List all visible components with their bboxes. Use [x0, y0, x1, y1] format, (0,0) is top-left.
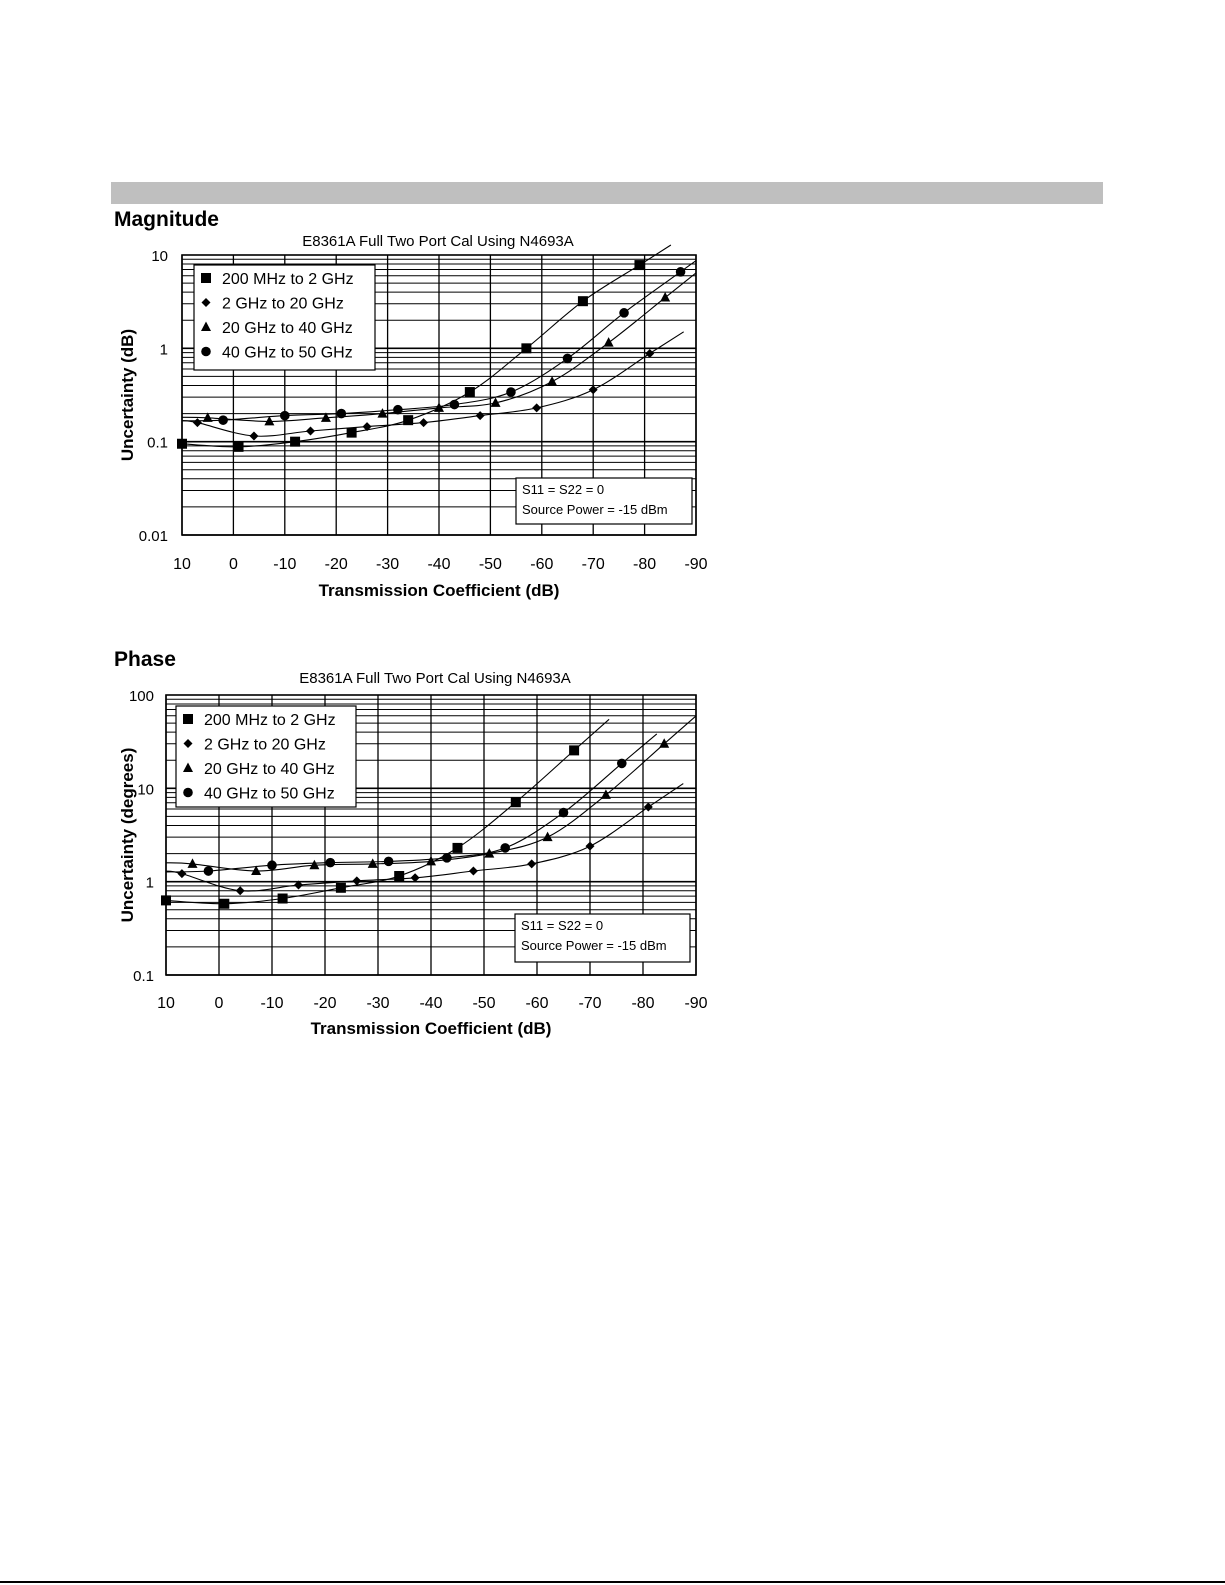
- data-point: [506, 387, 516, 397]
- data-point: [634, 260, 644, 270]
- data-point: [619, 308, 629, 318]
- data-point: [393, 405, 403, 415]
- legend-marker: [201, 273, 211, 283]
- x-tick-label: -90: [684, 556, 708, 573]
- x-tick-label: -40: [427, 556, 451, 573]
- data-point: [569, 745, 579, 755]
- legend-label: 20 GHz to 40 GHz: [204, 761, 335, 778]
- y-tick-label: 100: [128, 688, 154, 705]
- data-point: [453, 843, 463, 853]
- x-tick-label: -60: [530, 556, 554, 573]
- data-point: [234, 442, 244, 452]
- x-tick-label: -20: [313, 995, 337, 1012]
- y-tick-label: 0.01: [138, 528, 168, 545]
- legend-label: 200 MHz to 2 GHz: [204, 712, 336, 729]
- x-tick-label: -40: [419, 995, 443, 1012]
- x-tick-label: -80: [631, 995, 655, 1012]
- magnitude-chart: [0, 230, 740, 610]
- legend-marker: [201, 347, 211, 357]
- x-axis-label: Transmission Coefficient (dB): [318, 581, 560, 600]
- data-point: [465, 387, 475, 397]
- data-point: [337, 409, 347, 419]
- data-point: [161, 895, 171, 905]
- x-axis-label: Transmission Coefficient (dB): [310, 1019, 552, 1038]
- x-tick-label: -50: [472, 995, 496, 1012]
- legend-label: 2 GHz to 20 GHz: [222, 295, 344, 313]
- x-tick-label: -60: [525, 995, 549, 1012]
- y-axis-label: Uncertainty (degrees): [118, 747, 137, 923]
- phase-heading: Phase: [114, 648, 176, 671]
- y-axis-label: Uncertainty (dB): [118, 328, 137, 462]
- x-tick-label: -20: [324, 556, 348, 573]
- x-tick-label: -80: [633, 556, 657, 573]
- x-tick-label: -70: [581, 556, 605, 573]
- x-tick-label: 0: [228, 556, 238, 573]
- data-point: [578, 296, 588, 306]
- x-tick-label: 10: [157, 995, 175, 1012]
- legend-marker: [183, 788, 193, 798]
- legend-label: 20 GHz to 40 GHz: [222, 320, 353, 337]
- data-point: [267, 860, 277, 870]
- data-point: [559, 808, 569, 818]
- data-point: [521, 343, 531, 353]
- data-point: [280, 411, 290, 421]
- data-point: [177, 439, 187, 449]
- magnitude-heading: Magnitude: [114, 208, 219, 231]
- data-point: [500, 843, 510, 853]
- x-tick-label: 0: [214, 995, 224, 1012]
- x-tick-label: 10: [173, 556, 191, 573]
- data-point: [676, 267, 686, 277]
- legend-marker: [183, 714, 193, 724]
- section-band: [111, 182, 1103, 204]
- annotation-text: Source Power = -15 dBm: [521, 938, 667, 953]
- bottom-rule: [0, 1581, 1225, 1583]
- data-point: [347, 428, 357, 438]
- data-point: [278, 894, 288, 904]
- annotation: [516, 478, 692, 524]
- data-point: [326, 858, 336, 868]
- y-tick-label: 10: [151, 248, 168, 265]
- y-tick-label: 0.1: [147, 434, 168, 452]
- data-point: [290, 437, 300, 447]
- chart-title: E8361A Full Two Port Cal Using N4693A: [302, 233, 574, 250]
- data-point: [511, 797, 521, 807]
- phase-chart: [0, 668, 740, 1048]
- data-point: [204, 866, 214, 876]
- legend: [194, 265, 375, 370]
- annotation-text: S11 = S22 = 0: [521, 918, 604, 933]
- x-tick-label: -50: [478, 556, 502, 573]
- data-point: [336, 883, 346, 893]
- y-tick-label: 1: [145, 874, 154, 892]
- annotation-text: S11 = S22 = 0: [522, 482, 605, 497]
- y-tick-label: 10: [137, 781, 154, 799]
- data-point: [442, 853, 452, 863]
- x-tick-label: -70: [578, 995, 602, 1012]
- x-tick-label: -10: [273, 556, 297, 573]
- data-point: [218, 415, 228, 425]
- legend-label: 40 GHz to 50 GHz: [222, 344, 353, 362]
- x-tick-label: -90: [684, 995, 708, 1012]
- y-tick-label: 1: [159, 341, 168, 359]
- legend-label: 200 MHz to 2 GHz: [222, 271, 354, 288]
- data-point: [563, 354, 573, 364]
- legend: [176, 706, 356, 807]
- x-tick-label: -10: [260, 995, 284, 1012]
- y-tick-label: 0.1: [133, 968, 154, 985]
- data-point: [384, 857, 394, 867]
- chart-title: E8361A Full Two Port Cal Using N4693A: [299, 670, 571, 687]
- data-point: [617, 759, 627, 769]
- legend-label: 40 GHz to 50 GHz: [204, 785, 335, 803]
- legend-label: 2 GHz to 20 GHz: [204, 736, 326, 754]
- x-tick-label: -30: [376, 556, 400, 573]
- data-point: [219, 899, 229, 909]
- x-tick-label: -30: [366, 995, 390, 1012]
- annotation: [515, 914, 690, 962]
- data-point: [450, 400, 460, 410]
- annotation-text: Source Power = -15 dBm: [522, 502, 668, 517]
